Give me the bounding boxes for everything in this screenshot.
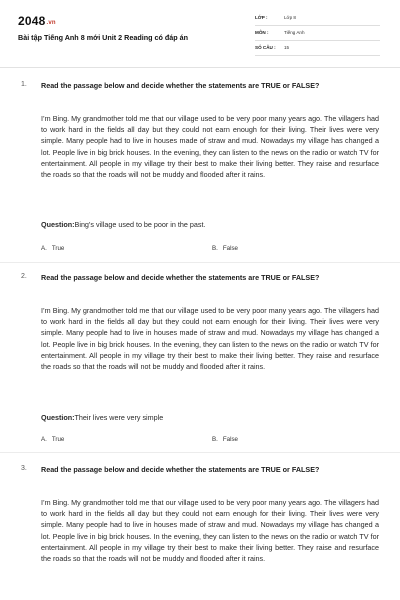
question-statement [41, 220, 205, 229]
question-number: 1. [21, 81, 27, 88]
option-a[interactable] [41, 245, 64, 252]
meta-row-class [255, 12, 380, 26]
option-letter: A. [41, 436, 47, 443]
question-label: Question: [41, 220, 75, 229]
reading-passage: I’m Bing. My grandmother told me that our village used to be very poor many years ago. The villagers had to work hard in the fields all day but they could not earn enough for their living. Their lives were very simple. Many people had to live in houses made of straw and mud. Nowadays my village has changed a lot. People live in big brick houses. In the evening, they can listen to the news on the radio or watch TV for entertainment. All people in my village try their best to make their living better. They raise and resurface the roads so that the roads will not be muddy and flooded after it rains. [41, 498, 379, 564]
meta-row-count [255, 42, 380, 56]
option-b[interactable] [212, 245, 238, 252]
header-divider [0, 67, 400, 68]
question-prompt: Read the passage below and decide whether the statements are TRUE or FALSE? [41, 465, 320, 474]
meta-row-subject [255, 27, 380, 41]
document-title: Bài tập Tiếng Anh 8 mới Unit 2 Reading có đáp án [18, 33, 189, 42]
meta-value: Lớp 8 [284, 15, 296, 20]
meta-label: SỐ CÂU : [255, 45, 276, 50]
option-letter: A. [41, 245, 47, 252]
question-separator [0, 262, 400, 263]
question-number: 3. [21, 465, 27, 472]
option-text: False [222, 245, 238, 252]
question-number: 2. [21, 273, 27, 280]
meta-value: Tiếng Anh [284, 30, 305, 35]
page-header [0, 0, 400, 62]
meta-label: MÔN : [255, 30, 269, 35]
option-a[interactable] [41, 436, 64, 443]
logo-text: 2048 [18, 14, 46, 28]
question-text: Their lives were very simple [74, 413, 164, 422]
reading-passage: I’m Bing. My grandmother told me that our village used to be very poor many years ago. The villagers had to work hard in the fields all day but they could not earn enough for their living. Their lives were very simple. Many people had to live in houses made of straw and mud. Nowadays my village has changed a lot. People live in big brick houses. In the evening, they can listen to the news on the radio or watch TV for entertainment. All people in my village try their best to make their living better. They raise and resurface the roads so that the roads will not be muddy and flooded after it rains. [41, 306, 379, 372]
question-prompt: Read the passage below and decide whether the statements are TRUE or FALSE? [41, 273, 320, 282]
logo-suffix: .vn [46, 20, 56, 26]
question-statement [41, 413, 163, 422]
option-letter: B. [212, 436, 218, 443]
question-text: Bing’s village used to be poor in the past. [74, 220, 206, 229]
question-prompt: Read the passage below and decide whether the statements are TRUE or FALSE? [41, 81, 320, 90]
option-letter: B. [212, 245, 218, 252]
option-text: False [222, 436, 238, 443]
option-b[interactable] [212, 436, 238, 443]
meta-label: LỚP : [255, 15, 268, 20]
site-logo[interactable] [18, 14, 56, 28]
option-text: True [51, 436, 65, 443]
reading-passage: I’m Bing. My grandmother told me that our village used to be very poor many years ago. The villagers had to work hard in the fields all day but they could not earn enough for their living. Their lives were very simple. Many people had to live in houses made of straw and mud. Nowadays my village has changed a lot. People live in big brick houses. In the evening, they can listen to the news on the radio or watch TV for entertainment. All people in my village try their best to make their living better. They raise and resurface the roads so that the roads will not be muddy and flooded after it rains. [41, 114, 379, 180]
question-label: Question: [41, 413, 75, 422]
option-text: True [51, 245, 65, 252]
meta-value: 15 [284, 45, 290, 50]
question-separator [0, 452, 400, 453]
